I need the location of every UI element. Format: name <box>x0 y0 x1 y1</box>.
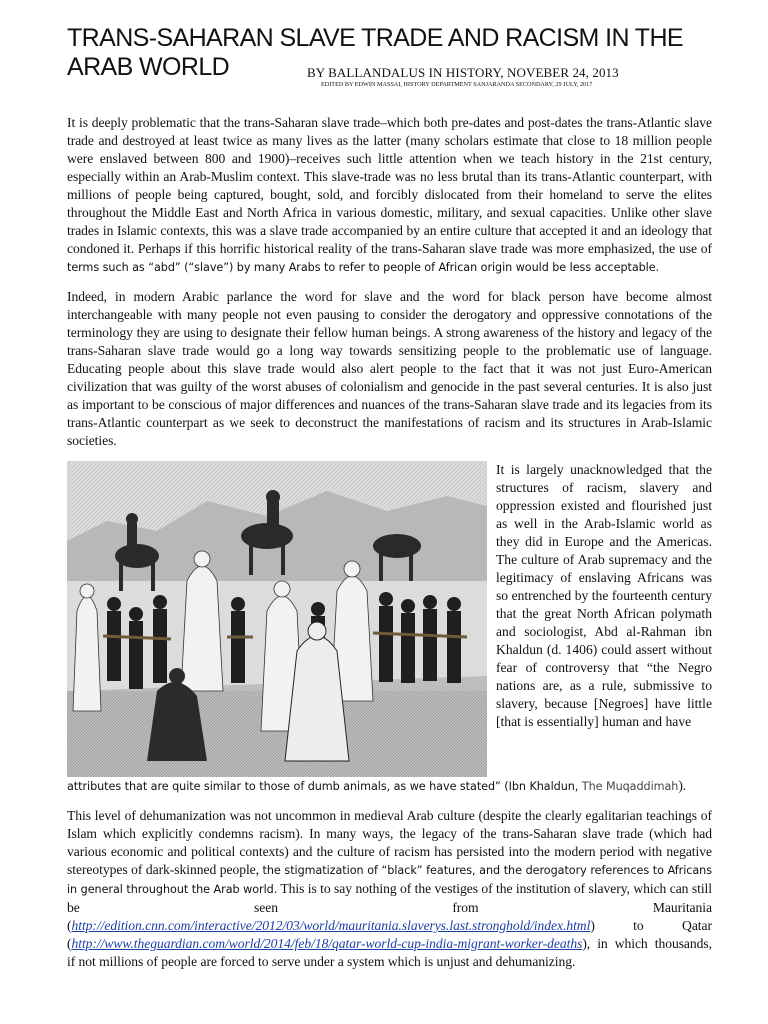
paragraph-3-continuation <box>67 777 712 796</box>
title-line-1: TRANS-SAHARAN SLAVE TRADE AND RACISM IN THE <box>67 24 683 52</box>
figure-side-text: It is largely unacknowledged that the structures of racism, slavery and oppression existed and flourished just as well in the Arab-Islamic world as they did in Europe and the Americas. The culture of Arab supremacy and the legitimacy of enslaving Africans was so entrenched by the fourteenth century that the great North African polymath and sociologist, Abd al-Rahman ibn Khaldun (d. 1406) could assert without fear of controversy that “the Negro nations are, as a rule, submissive to slavery, because [Negroes] have little [that is essentially] human and have <box>496 462 712 729</box>
paragraph-4-text-b: This is to say nothing of the vestiges of the institution of slavery, which can still be seen from Mauritania ( <box>67 881 712 933</box>
paragraph-2: Indeed, in modern Arabic parlance the word for slave and the word for black person have become almost interchangeable with many people not even pausing to consider the derogatory and oppressive connotations of the terminology they are using to designate their fellow human beings. A strong awareness of the history and legacy of the trans-Saharan slave trade would go a long way towards sensitizing people to the problematic use of language. Educating people about this slave trade would also alert people to the fact that it was not just Euro-American civilization that was guilty of the worst abuses of colonialism and genocide in the past several centuries. It is also just as important to be conscious of major differences and nuances of the trans-Saharan slave trade and its legacies from its trans-Atlantic counterpart as we seek to deconstruct the manifestations of racism and its structures in Arab-Islamic societies. <box>67 289 712 448</box>
title-line-2: ARAB WORLD <box>67 53 230 81</box>
edit-note: EDITED BY EDWIN MASSAI, HISTORY DEPARTMENT SANJARANDA SECONDARY, 29 JULY, 2017 <box>321 81 593 88</box>
engraving-illustration <box>67 461 487 777</box>
paragraph-4-text-c: ) to Qatar ( <box>67 918 712 951</box>
header <box>67 24 712 114</box>
book-title: The Muqaddimah <box>581 780 679 793</box>
figure-row <box>67 461 712 777</box>
cnn-mauritania-link[interactable]: http://edition.cnn.com/interactive/2012/03/world/mauritania.slaverys.last.stronghold/index.html <box>71 918 591 933</box>
byline: BY BALLANDALUS IN HISTORY, NOVEBER 24, 2013 <box>307 65 619 80</box>
document-page <box>67 24 712 982</box>
paragraph-1-text: It is deeply problematic that the trans-Saharan slave trade–which both pre-dates and post-dates the trans-Atlantic slave trade and destroyed at least twice as many lives as the latter (many scholars estimate that close to 18 million people were enslaved between 800 and 1900)–receives such little attention when we teach history in the 21st century, especially within an Arab-Muslim context. This slave-trade was no less brutal than its trans-Atlantic counterpart, with millions of people being captured, bought, sold, and forcibly dislocated from their homeland to serve the elites throughout the Middle East and North Africa in various domestic, military, and sexual capacities. Unlike other slave trades in Islamic contexts, this was a slave trade accompanied by an entire culture that accepted it and an ideology that condoned it. Perhaps if this horrific historical reality of the trans-Saharan slave trade was more emphasized, the use of <box>67 115 712 256</box>
guardian-qatar-link[interactable]: http://www.theguardian.com/world/2014/feb/18/qatar-world-cup-india-migrant-worker-deaths <box>71 936 583 951</box>
quote-closing: ). <box>678 778 687 793</box>
paragraph-4-sans-text: the stigmatization of “black” features, and the derogatory references to Africans in general throughout the Arab world. <box>67 864 713 896</box>
paragraph-4-text-d: ), in which thousands, if not millions of people are forced to serve under a system which is unjust and dehumanizing. <box>67 936 712 969</box>
quote-continuation: attributes that are quite similar to those of dumb animals, as we have stated” (Ibn Khaldun, <box>67 780 582 793</box>
paragraph-1-sans-text: terms such as “abd” (“slave”) by many Arabs to refer to people of African origin would be less acceptable. <box>67 261 660 274</box>
paragraph-1 <box>67 114 712 277</box>
slave-caravan-engraving <box>67 461 487 777</box>
paragraph-4 <box>67 807 712 971</box>
paragraph-4-text-a: This level of dehumanization was not uncommon in medieval Arab culture (despite the clearly egalitarian teachings of Islam which explicitly condemns racism). In many ways, the legacy of the trans-Saharan slave trade (which had various economic and political contexts) and the culture of racism has persisted into the modern period with negative stereotypes of dark-skinned people, <box>67 808 712 877</box>
